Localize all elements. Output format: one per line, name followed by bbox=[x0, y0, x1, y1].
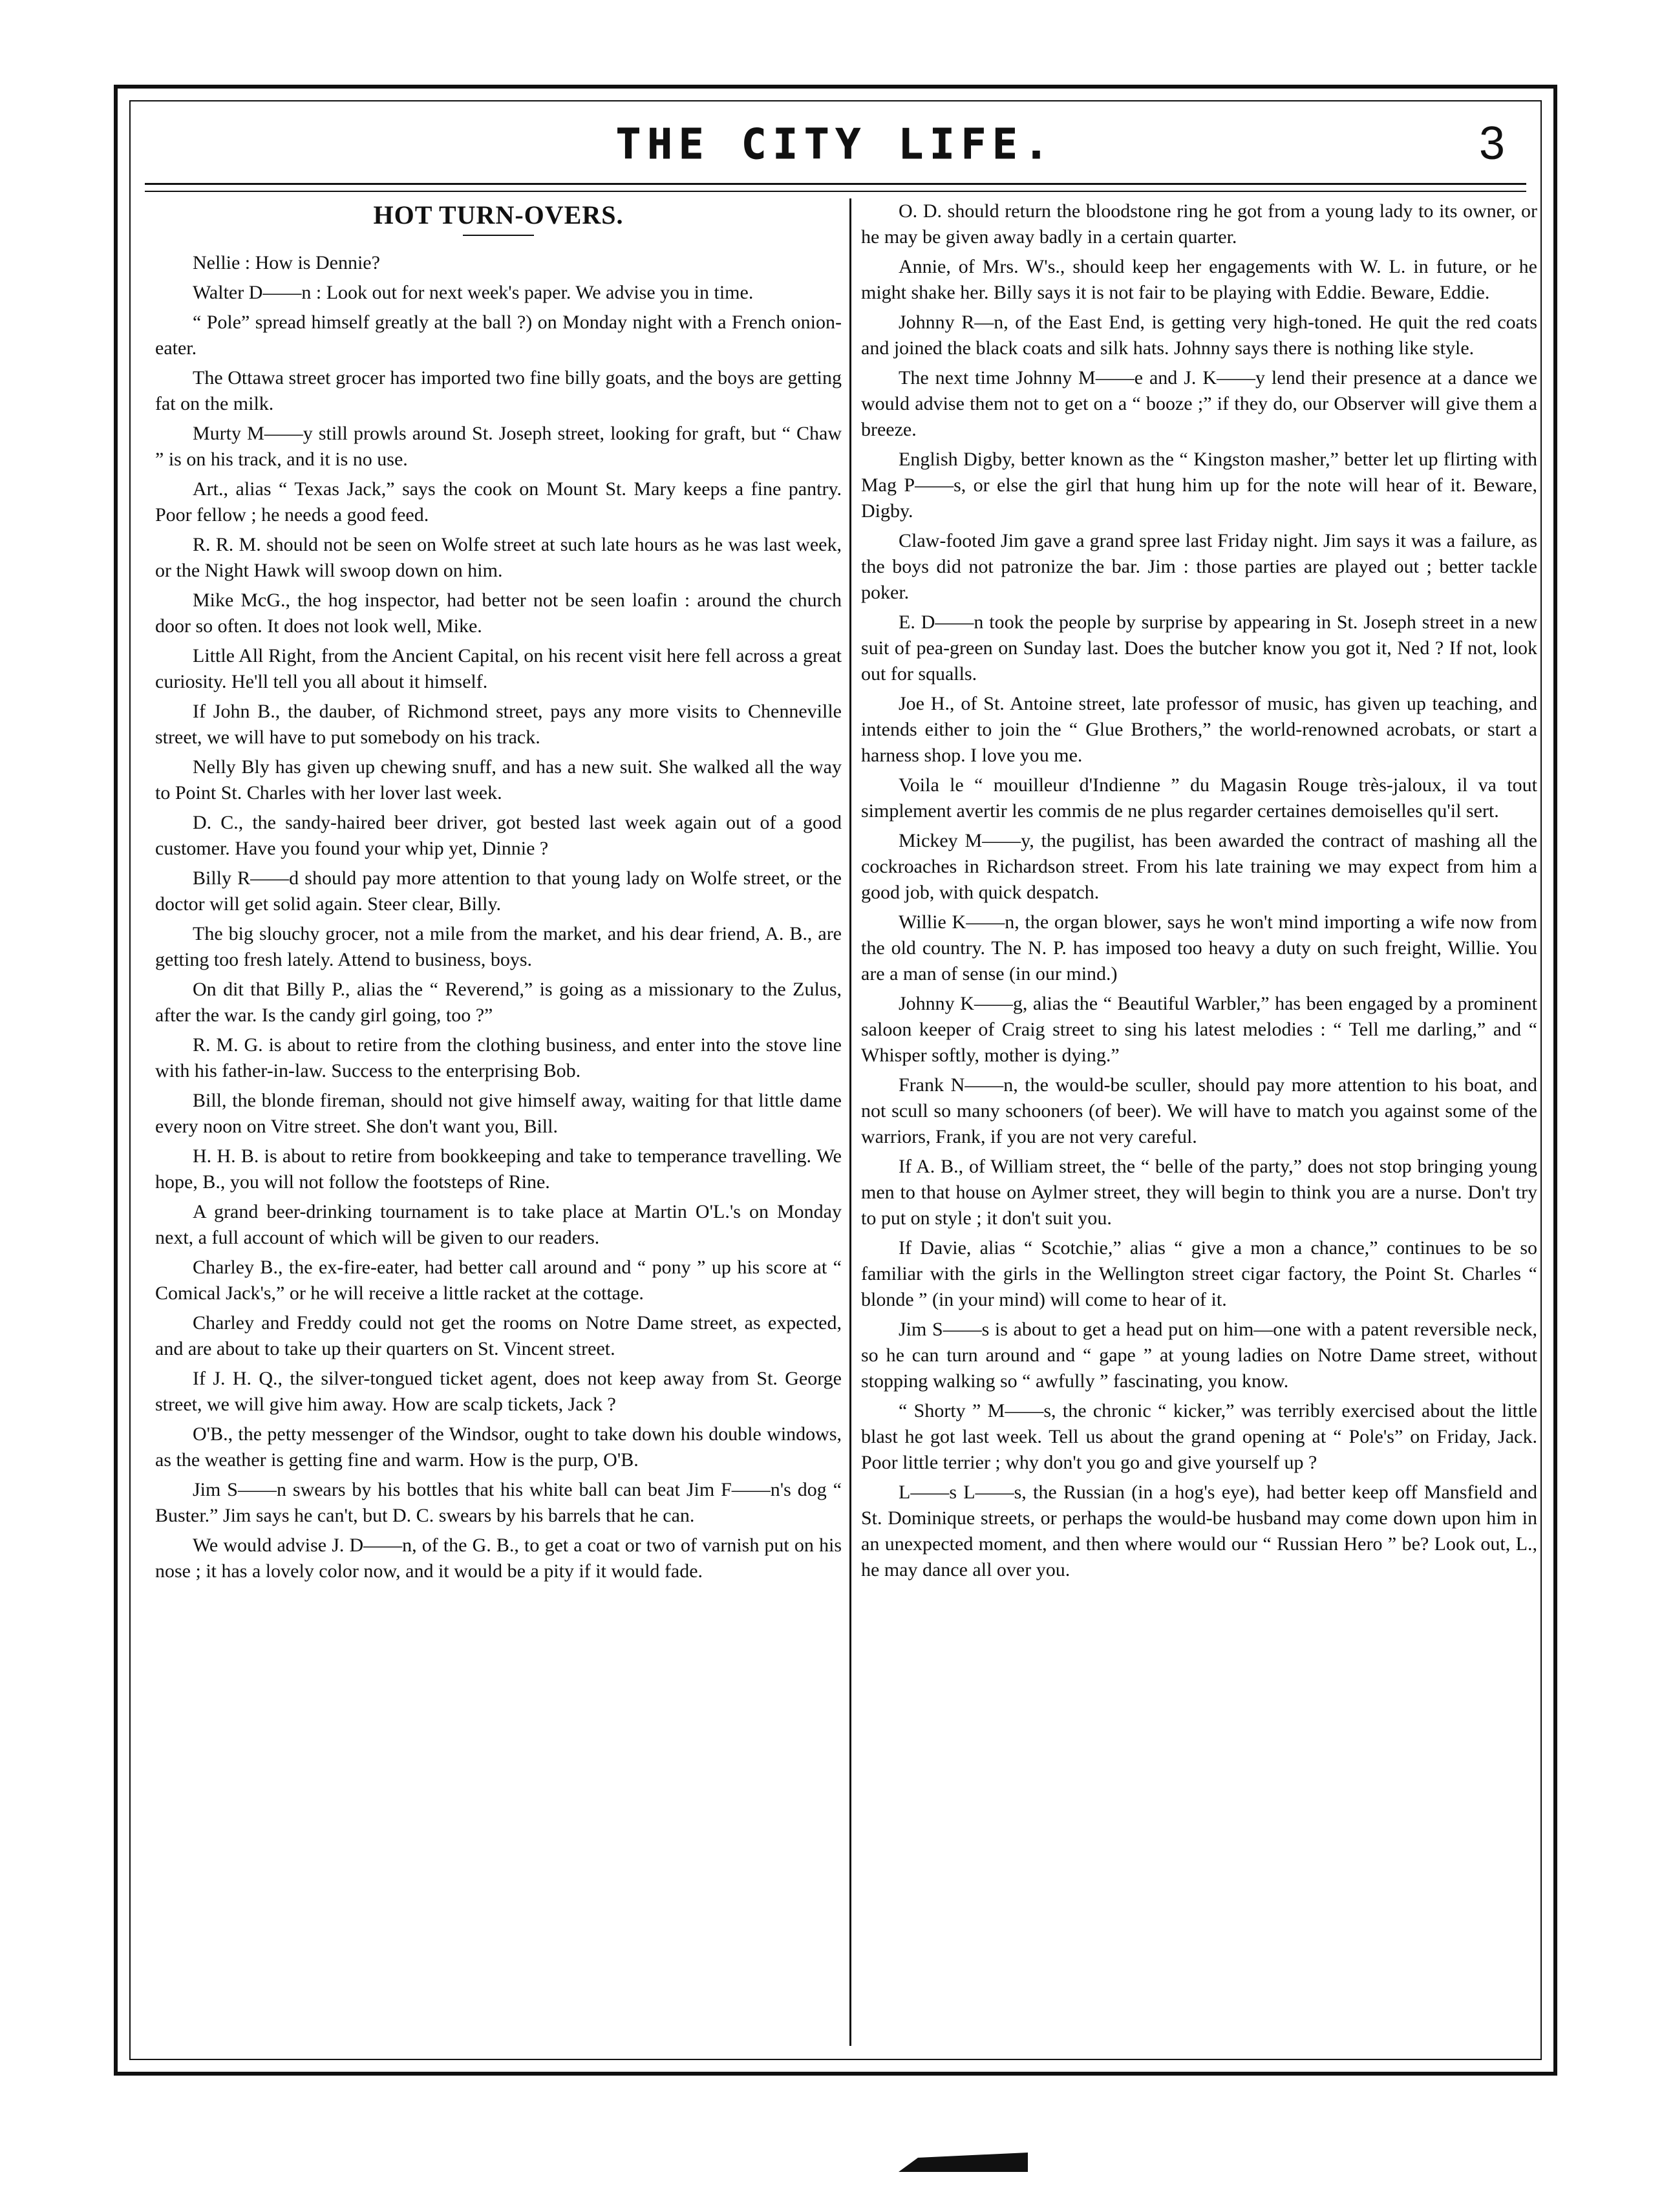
news-item: On dit that Billy P., alias the “ Reverend,” is going as a missionary to the Zulus, after the war. Is the candy girl going, too ?” bbox=[155, 979, 842, 1026]
news-item: “ Pole” spread himself greatly at the ball ?) on Monday night with a French onion-eater. bbox=[155, 312, 842, 359]
news-item: Claw-footed Jim gave a grand spree last Friday night. Jim says it was a failure, as the boys did not patronize the bar. Jim : those parties are played out ; better tackle poker. bbox=[861, 530, 1537, 603]
page-number: 3 bbox=[1478, 118, 1505, 169]
news-item: O. D. should return the bloodstone ring he got from a young lady to its owner, or he may be given away badly in a certain quarter. bbox=[861, 200, 1537, 248]
news-item: If Davie, alias “ Scotchie,” alias “ give a mon a chance,” continues to be so familiar with the girls in the Wellington street cigar factory, the Point St. Charles “ blonde ” (in your mind) will come to hear of it. bbox=[861, 1237, 1537, 1310]
news-item: Joe H., of St. Antoine street, late professor of music, has given up teaching, and intends either to join the “ Glue Brothers,” the world-renowned acrobats, or start a harness shop. I love you me. bbox=[861, 693, 1537, 766]
news-item: Murty M——y still prowls around St. Joseph street, looking for graft, but “ Chaw ” is on his track, and it is no use. bbox=[155, 423, 842, 470]
news-item: We would advise J. D——n, of the G. B., to get a coat or two of varnish put on his nose ; it has a lovely color now, and it would be a pity if it would fade. bbox=[155, 1535, 842, 1582]
masthead-rule-top bbox=[145, 183, 1526, 185]
news-item: Billy R——d should pay more attention to that young lady on Wolfe street, or the doctor will get solid again. Steer clear, Billy. bbox=[155, 867, 842, 915]
news-item: Nelly Bly has given up chewing snuff, and has a new suit. She walked all the way to Point St. Charles with her lover last week. bbox=[155, 756, 842, 803]
news-item: Charley B., the ex-fire-eater, had better call around and “ pony ” up his score at “ Comical Jack's,” or he will receive a little racket at the cottage. bbox=[155, 1257, 842, 1304]
news-item: E. D——n took the people by surprise by appearing in St. Joseph street in a new suit of pea-green on Sunday last. Does the butcher know you got it, Ned ? If not, look out for squalls. bbox=[861, 611, 1537, 685]
news-item: “ Shorty ” M——s, the chronic “ kicker,” was terribly exercised about the little blast he got last week. Tell us about the grand opening at “ Pole's” on Friday, Jack. Poor little terrier ; why don't you go and give yourself up ? bbox=[861, 1400, 1537, 1473]
news-item: Bill, the blonde fireman, should not give himself away, waiting for that little dame every noon on Vitre street. She don't want you, Bill. bbox=[155, 1090, 842, 1137]
masthead-rule-bottom bbox=[145, 191, 1526, 192]
page-fragment-mark bbox=[899, 2153, 1028, 2172]
news-item: Willie K——n, the organ blower, says he won't mind importing a wife now from the old country. The N. P. has imposed too heavy a duty on such freight, Willie. You are a man of sense (in our mind.) bbox=[861, 911, 1537, 984]
news-item: Voila le “ mouilleur d'Indienne ” du Magasin Rouge très-jaloux, il va tout simplement avertir les commis de ne plus regarder certaines demoiselles qu'il sert. bbox=[861, 774, 1537, 822]
news-item: Mickey M——y, the pugilist, has been awarded the contract of mashing all the cockroaches in Richardson street. From his late training we may expect from him a good job, with quick despatch. bbox=[861, 830, 1537, 903]
news-item: Johnny K——g, alias the “ Beautiful Warbler,” has been engaged by a prominent saloon keeper of Craig street to sing his latest melodies : “ Tell me darling,” and “ Whisper softly, mother is dying.” bbox=[861, 993, 1537, 1066]
news-item: Art., alias “ Texas Jack,” says the cook on Mount St. Mary keeps a fine pantry. Poor fellow ; he needs a good feed. bbox=[155, 478, 842, 526]
news-item: If J. H. Q., the silver-tongued ticket agent, does not keep away from St. George street, we will give him away. How are scalp tickets, Jack ? bbox=[155, 1368, 842, 1415]
left-column bbox=[155, 198, 842, 2046]
right-column-paragraphs bbox=[861, 198, 1537, 1583]
news-item: L——s L——s, the Russian (in a hog's eye), had better keep off Mansfield and St. Dominique streets, or perhaps the would-be husband may come down upon him in an unexpected moment, and then where would our “ Russian Hero ” be? Look out, L., he may dance all over you. bbox=[861, 1482, 1537, 1580]
news-item: Frank N——n, the would-be sculler, should pay more attention to his boat, and not scull so many schooners (of beer). We will have to match you against some of the warriors, Frank, if you are not very careful. bbox=[861, 1074, 1537, 1147]
news-item: Jim S——s is about to get a head put on him—one with a patent reversible neck, so he can turn around and “ gape ” at young ladies on Notre Dame street, without stopping walking so “ awfully ” fascinating, you know. bbox=[861, 1319, 1537, 1392]
news-item: A grand beer-drinking tournament is to take place at Martin O'L.'s on Monday next, a full account of which will be given to our readers. bbox=[155, 1201, 842, 1248]
news-item: The Ottawa street grocer has imported two fine billy goats, and the boys are getting fat on the milk. bbox=[155, 367, 842, 414]
news-item: O'B., the petty messenger of the Windsor, ought to take down his double windows, as the weather is getting fine and warm. How is the purp, O'B. bbox=[155, 1423, 842, 1471]
news-item: Annie, of Mrs. W's., should keep her engagements with W. L. in future, or he might shake her. Billy says it is not fair to be playing with Eddie. Beware, Eddie. bbox=[861, 256, 1537, 303]
news-item: D. C., the sandy-haired beer driver, got bested last week again out of a good customer. Have you found your whip yet, Dinnie ? bbox=[155, 812, 842, 859]
page-inner-border bbox=[129, 100, 1542, 2060]
news-item: Little All Right, from the Ancient Capital, on his recent visit here fell across a great curiosity. He'll tell you all about it himself. bbox=[155, 645, 842, 692]
news-item: Jim S——n swears by his bottles that his white ball can beat Jim F——n's dog “ Buster.” Jim says he can't, but D. C. swears by his barrels that he can. bbox=[155, 1479, 842, 1526]
news-item: H. H. B. is about to retire from bookkeeping and take to temperance travelling. We hope, B., you will not follow the footsteps of Rine. bbox=[155, 1145, 842, 1193]
column-divider bbox=[849, 198, 851, 2046]
news-item: Mike McG., the hog inspector, had better not be seen loafin : around the church door so often. It does not look well, Mike. bbox=[155, 590, 842, 637]
news-item: R. M. G. is about to retire from the clothing business, and enter into the stove line with his father-in-law. Success to the enterprising Bob. bbox=[155, 1034, 842, 1081]
left-column-paragraphs bbox=[155, 250, 842, 1584]
news-item: The big slouchy grocer, not a mile from the market, and his dear friend, A. B., are getting too fresh lately. Attend to business, boys. bbox=[155, 923, 842, 970]
news-item: English Digby, better known as the “ Kingston masher,” better let up flirting with Mag P——s, or else the girl that hung him up for the note will hear of it. Beware, Digby. bbox=[861, 449, 1537, 522]
news-item: Johnny R—n, of the East End, is getting very high-toned. He quit the red coats and joined the black coats and silk hats. Johnny says there is nothing like style. bbox=[861, 312, 1537, 359]
masthead bbox=[131, 101, 1540, 179]
news-item: Nellie : How is Dennie? bbox=[193, 252, 380, 273]
news-item: If John B., the dauber, of Richmond street, pays any more visits to Chenneville street, we will have to put somebody on his track. bbox=[155, 701, 842, 748]
section-heading: HOT TURN-OVERS. bbox=[373, 200, 624, 229]
news-item: Charley and Freddy could not get the rooms on Notre Dame street, as expected, and are about to take up their quarters on St. Vincent street. bbox=[155, 1312, 842, 1359]
heading-rule bbox=[463, 235, 534, 236]
right-column bbox=[861, 198, 1537, 2046]
newspaper-title: THE CITY LIFE. bbox=[615, 121, 1056, 169]
news-item: The next time Johnny M——e and J. K——y lend their presence at a dance we would advise them not to get on a “ booze ;” if they do, our Observer will give them a breeze. bbox=[861, 367, 1537, 440]
news-item: Walter D——n : Look out for next week's paper. We advise you in time. bbox=[193, 282, 754, 303]
page-border bbox=[114, 85, 1557, 2076]
news-item: R. R. M. should not be seen on Wolfe street at such late hours as he was last week, or the Night Hawk will swoop down on him. bbox=[155, 534, 842, 581]
news-item: If A. B., of William street, the “ belle of the party,” does not stop bringing young men to that house on Aylmer street, they will begin to think you are a nurse. Don't try to put on style ; it don't suit you. bbox=[861, 1156, 1537, 1229]
